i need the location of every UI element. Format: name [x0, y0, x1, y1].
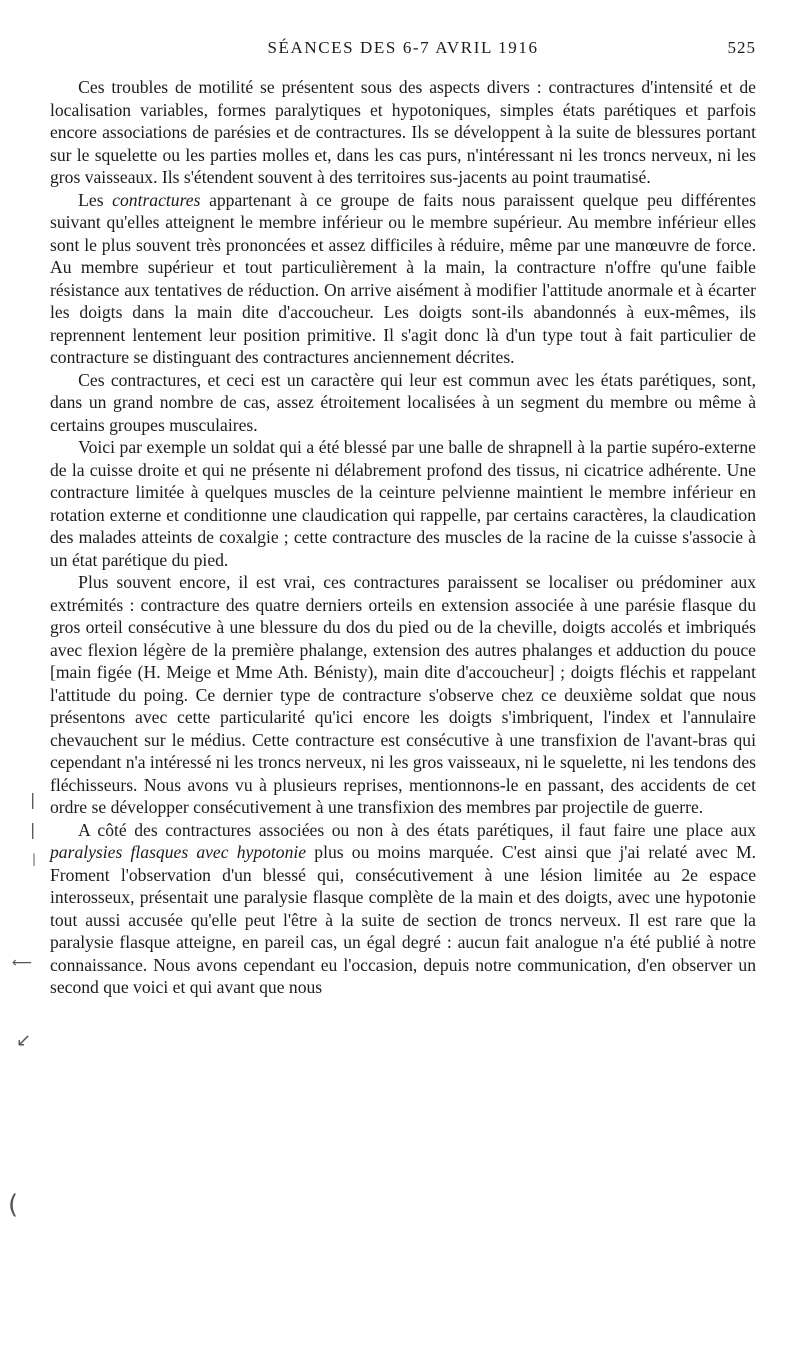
margin-bracket-mark: | [30, 790, 36, 809]
margin-bracket-mark: | [30, 820, 36, 839]
paragraph-1-text: Ces troubles de motilité se présentent sous des aspects divers : contractures d'intensité et de localisation variables, formes paralytiques et hypotoniques, simples états parétiques et parfois encore associations de parésies et de contractures. Ils se développent à la suite de blessures portant sur le squelette ou les parties molles et, dans les cas purs, n'intéressant ni les troncs nerveux, ni les gros vaisseaux. Ils s'étendent souvent à des territoires sus-jacents au point traumatisé. [50, 77, 756, 187]
paragraph-6-text-start: A côté des contractures associées ou non à des états parétiques, il faut faire une place aux [78, 819, 756, 840]
page-number: 525 [727, 38, 756, 57]
paragraph-4 [50, 436, 756, 571]
paragraph-2-text-end: appartenant à ce groupe de faits nous paraissent quelque peu différentes suivant qu'elles atteignent le membre inférieur ou le membre supérieur. Au membre inférieur elles sont le plus souvent très prononcées et assez difficiles à réduire, même par une manœuvre de force. Au membre supérieur et tout particulièrement à la main, la contracture n'offre qu'une faible résistance aux tentatives de réduction. On arrive aisément à modifier l'attitude anormale et à écarter les doigts dans la main dite d'accoucheur. Les doigts sont-ils abandonnés à eux-mêmes, ils reprennent lentement leur position primitive. Il s'agit donc là d'un type tout à fait particulier de contracture se distinguant des contractures anciennement décrites. [50, 189, 756, 367]
paragraph-5 [50, 571, 756, 819]
paragraph-2-text-start: Les [78, 189, 113, 210]
paragraph-3-text: Ces contractures, et ceci est un caractère qui leur est commun avec les états parétiques, sont, dans un grand nombre de cas, assez étroitement localisées à un segment du membre ou même à certains groupes musculaires. [50, 369, 756, 435]
margin-arrow-mark: ⟵ [12, 955, 33, 971]
margin-arrow-mark: ↙ [16, 1030, 32, 1051]
paragraph-2-italic-term: contractures [112, 189, 201, 210]
paragraph-1 [50, 76, 756, 189]
body-text [50, 76, 756, 999]
page-header [50, 38, 756, 66]
margin-paren-mark: ( [8, 1190, 19, 1220]
paragraph-6-italic-term: paralysies flasques avec hypotonie [50, 842, 307, 862]
margin-bracket-mark: | [32, 852, 37, 866]
paragraph-5-text: Plus souvent encore, il est vrai, ces contractures paraissent se localiser ou prédominer aux extrémités : contracture des quatre derniers orteils en extension associée à une parésie flasque du gros orteil consécutive à une blessure du dos du pied ou de la cheville, doigts accolés et imbriqués avec flexion légère de la première phalange, extension des autres phalanges et adduction du pouce [main figée (H. Meige et Mme Ath. Bénisty), main dite d'accoucheur] ; doigts fléchis et rappelant l'attitude du poing. Ce dernier type de contracture s'observe chez ce deuxième soldat que nous présentons avec cette particularité qu'ici encore les doigts s'imbriquent, l'index et l'annulaire chevauchent sur le médius. Cette contracture est consécutive à une transfixion de l'avant-bras qui cependant n'a intéressé ni les troncs nerveux, ni les gros vaisseaux, ni le squelette, ni les tendons des fléchisseurs. Nous avons vu à plusieurs reprises, mentionnons-le en passant, des accidents de cet ordre se développer consécutivement à une transfixion des membres par projectile de guerre. [50, 572, 756, 817]
paragraph-2 [50, 189, 756, 369]
paragraph-4-text: Voici par exemple un soldat qui a été blessé par une balle de shrapnell à la partie supéro-externe de la cuisse droite et qui ne présente ni délabrement profond des tissus, ni cicatrice adhérente. Une contracture limitée à quelques muscles de la ceinture pelvienne maintient le membre inférieur en rotation externe et conditionne une claudication qui rappelle, par certains caractères, la claudication des malades atteints de coxalgie ; cette contracture des muscles de la racine de la cuisse s'associe à un état parétique du pied. [50, 437, 756, 570]
paragraph-6-text-end: plus ou moins marquée. C'est ainsi que j'ai relaté avec M. Froment l'observation d'un blessé qui, consécutivement à une lésion limitée au 2e espace interosseux, présentait une paralysie flasque complète de la main et des doigts, avec une hypotonie tout aussi accusée qu'elle peut l'être à la suite de section de troncs nerveux. Il est rare que la paralysie flasque atteigne, en pareil cas, un égal degré : aucun fait analogue n'a été publié à notre connaissance. Nous avons cependant eu l'occasion, depuis notre communication, d'en observer un second que voici et qui avant que nous [50, 842, 757, 997]
paragraph-6 [50, 819, 756, 999]
paragraph-3 [50, 369, 756, 437]
running-head: SÉANCES DES 6-7 AVRIL 1916 [267, 38, 539, 57]
